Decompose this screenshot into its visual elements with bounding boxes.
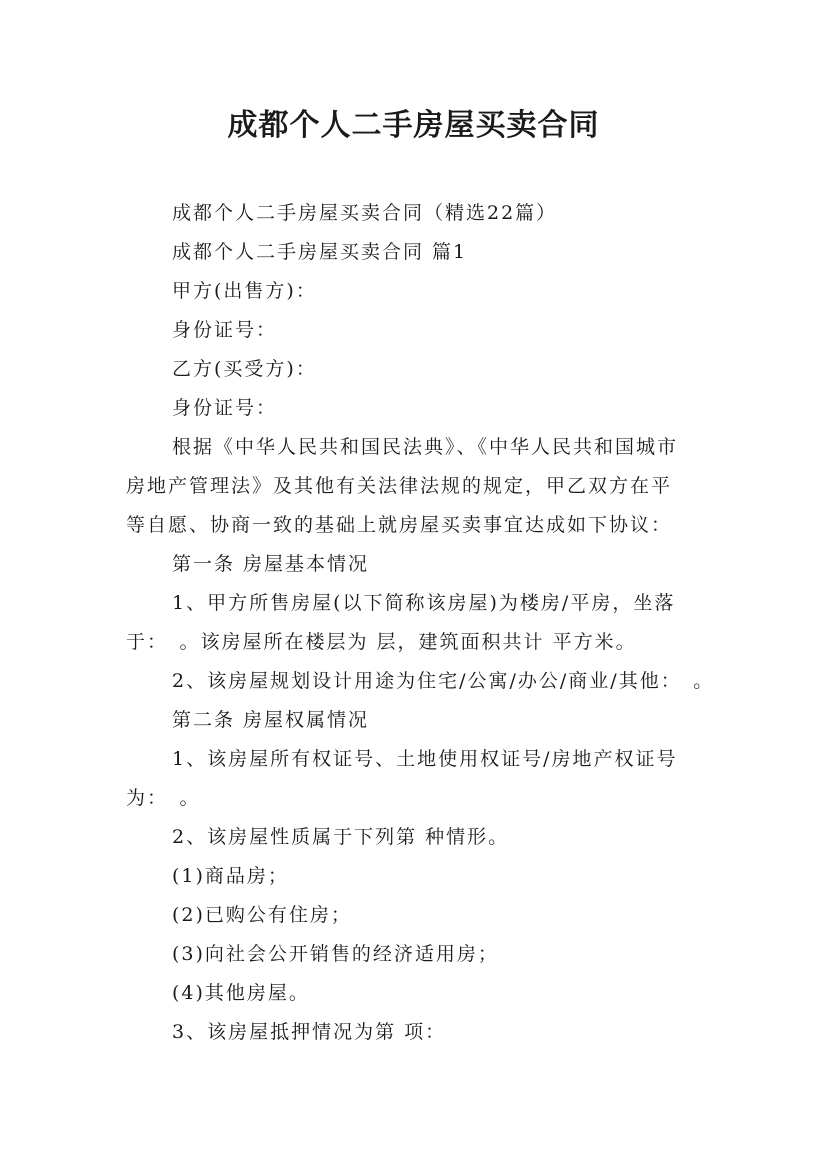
article-2-clause-1a: 1、该房屋所有权证号、土地使用权证号/房地产权证号 (172, 748, 678, 770)
document-title: 成都个人二手房屋买卖合同 (227, 108, 600, 143)
party-b-line: 乙方(买受方)： (172, 358, 317, 380)
preamble-line-2: 房地产管理法》及其他有关法律法规的规定，甲乙双方在平 (126, 475, 673, 497)
party-a-id-line: 身份证号： (172, 319, 278, 341)
option-item-1: (1)商品房； (172, 865, 289, 887)
article-2-clause-3: 3、该房屋抵押情况为第 项： (172, 1021, 447, 1043)
preamble-line-3: 等自愿、协商一致的基础上就房屋买卖事宜达成如下协议： (126, 514, 673, 536)
article-2-heading: 第二条 房屋权属情况 (172, 709, 370, 731)
subtitle-line: 成都个人二手房屋买卖合同（精选22篇） (172, 202, 558, 224)
article-1-clause-1b: 于： 。该房屋所在楼层为 层，建筑面积共计 平方米。 (126, 631, 637, 653)
party-a-line: 甲方(出售方)： (172, 280, 317, 302)
article-1-heading: 第一条 房屋基本情况 (172, 553, 370, 575)
option-item-4: (4)其他房屋。 (172, 982, 310, 1004)
section-heading: 成都个人二手房屋买卖合同 篇1 (172, 241, 468, 263)
article-2-clause-1b: 为： 。 (126, 787, 201, 809)
option-item-2: (2)已购公有住房； (172, 904, 352, 926)
article-2-clause-2: 2、该房屋性质属于下列第 种情形。 (172, 826, 510, 848)
option-item-3: (3)向社会公开销售的经济适用房； (172, 943, 499, 965)
party-b-id-line: 身份证号： (172, 397, 278, 419)
article-1-clause-2: 2、该房屋规划设计用途为住宅/公寓/办公/商业/其他： 。 (172, 670, 715, 692)
article-1-clause-1a: 1、甲方所售房屋(以下简称该房屋)为楼房/平房，坐落 (172, 592, 676, 614)
preamble-line-1: 根据《中华人民共和国民法典》、《中华人民共和国城市 (172, 436, 679, 458)
